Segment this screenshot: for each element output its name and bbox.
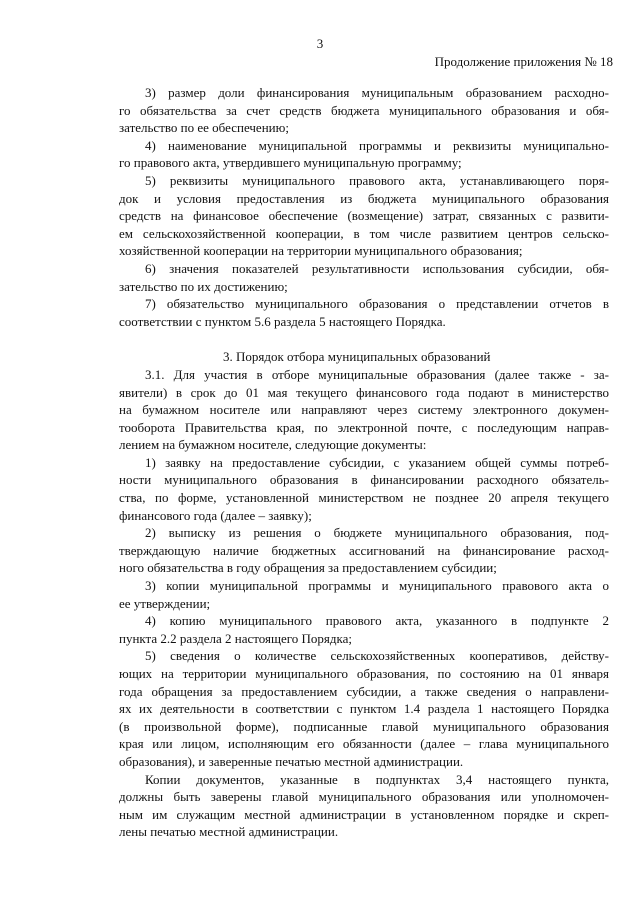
paragraph [119,612,609,647]
paragraph-line: хозяйственной кооперации на территории муниципального образования; [119,243,523,259]
paragraph-line: 5) сведения о количестве сельскохозяйственных кооперативов, действу- [145,648,609,664]
paragraph [119,524,609,577]
paragraph-line: 4) наименование муниципальной программы и реквизиты муниципально- [145,137,609,153]
paragraph-line: ным им служащим местной администрации в установленном порядке и скреп- [119,806,609,822]
paragraph-line: го правового акта, утвердившего муниципальную программу; [119,155,462,171]
paragraph-line: (в произвольной форме), подписанные главой муниципального образования [119,718,609,734]
appendix-note: Продолжение приложения № 18 [434,54,613,69]
paragraph-line: ее утверждении; [119,595,211,611]
paragraph-line: ях их деятельности в соответствии с пунктом 1.4 раздела 1 настоящего Порядка [119,701,609,717]
paragraph-line: 2) выписку из решения о бюджете муниципального образования, под- [145,525,609,541]
paragraph [119,454,609,524]
paragraph-line: го обязательства за счет средств бюджета муниципального образования и обя- [119,102,609,118]
paragraph-line: средств на финансовое обеспечение (возмещение) затрат, связанных с развити- [119,208,609,224]
paragraph [119,137,609,172]
paragraph-line: явители) в срок до 01 мая текущего финансового года подают в министерство [119,384,609,400]
paragraph-line: 5) реквизиты муниципального правового акта, устанавливающего поря- [145,172,609,188]
paragraph-line: 6) значения показателей результативности использования субсидии, обя- [145,260,609,276]
paragraph-line: док и условия предоставления из бюджета муниципального образования [119,190,609,206]
paragraph-line: ного обязательства в году обращения за предоставлением субсидии; [119,560,497,576]
paragraph-line: 3.1. Для участия в отборе муниципальные образования (далее также - за- [145,366,609,382]
paragraph-line: 1) заявку на предоставление субсидии, с указанием общей суммы потреб- [145,454,609,470]
paragraph [119,771,609,841]
paragraph [119,647,609,770]
paragraph-line: образования), и заверенные печатью местной администрации. [119,753,464,769]
paragraph-line: ства, по форме, установленной министерством не позднее 20 апреля текущего [119,490,609,506]
section-heading: 3. Порядок отбора муниципальных образований [223,349,491,365]
paragraph-line: тооборота Правительства края, по электронной почте, с последующим направ- [119,419,609,435]
paragraph-line: на бумажном носителе или направляют через систему электронного докумен- [119,402,609,418]
paragraph-line: тверждающую наличие бюджетных ассигнований на финансирование расход- [119,542,609,558]
paragraph-line: 4) копию муниципального правового акта, указанного в подпункте 2 [145,613,609,629]
paragraphs-top [119,84,609,330]
paragraph [119,295,609,330]
paragraph-line: пункта 2.2 раздела 2 настоящего Порядка; [119,630,352,646]
paragraph-line: ющих на территории муниципального образования, по состоянию на 01 января [119,666,609,681]
paragraph [119,260,609,295]
paragraph-line: лены печатью местной администрации. [119,824,339,840]
paragraph [119,84,609,137]
paragraph-line: края или лицом, исполняющим его обязанности (далее – глава муниципального [119,736,609,752]
paragraph-line: 7) обязательство муниципального образования о представлении отчетов в [145,296,609,312]
paragraph-line: лением на бумажном носителе, следующие документы: [119,437,427,453]
paragraph-line: зательство по их достижению; [119,278,288,294]
paragraph [119,366,609,454]
paragraph-line: соответствии с пунктом 5.6 раздела 5 настоящего Порядка. [119,313,446,329]
paragraph-line: зательство по ее обеспечению; [119,120,289,136]
paragraph-line: ности муниципального образования в финансировании расходного обязатель- [119,472,609,488]
paragraph-line: ем сельскохозяйственной кооперации, в том числе развитием центров сельско- [119,225,609,241]
paragraph [119,577,609,612]
paragraph-line: должны быть заверены главой муниципального образования или уполномочен- [119,789,609,805]
paragraph-line: финансового года (далее – заявку); [119,507,312,523]
paragraph [119,172,609,260]
paragraphs-bottom [119,366,609,841]
paragraph-line: Копии документов, указанные в подпунктах 3,4 настоящего пункта, [145,771,609,787]
paragraph-line: 3) копии муниципальной программы и муниципального правового акта о [145,578,609,594]
document-body [119,84,609,841]
paragraph-line: года обращения за предоставлением субсидии, а также сведения о направлени- [119,683,609,699]
paragraph-line: 3) размер доли финансирования муниципальным образованием расходно- [145,85,609,100]
page-number: 3 [316,36,324,51]
